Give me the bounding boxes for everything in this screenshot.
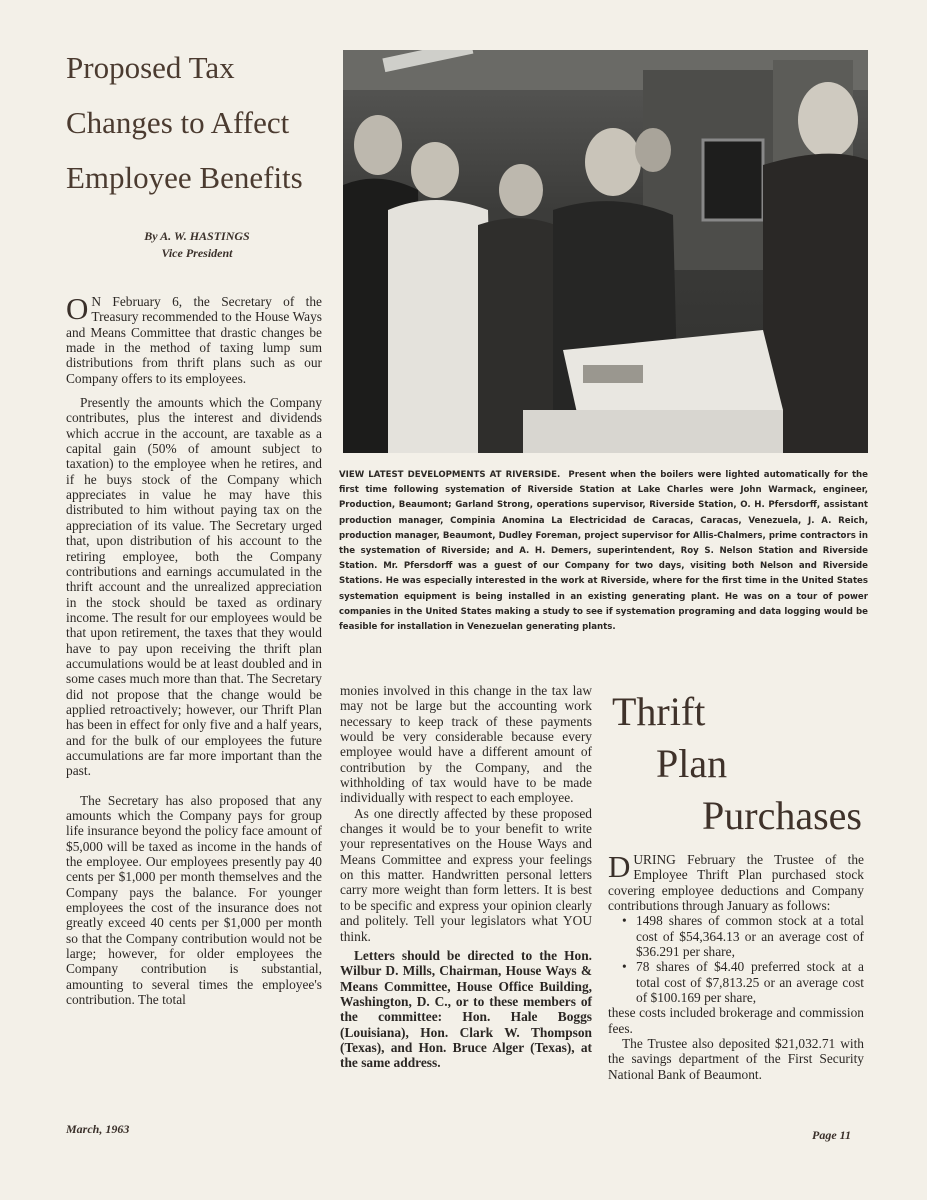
article-paragraph: Presently the amounts which the Company contributes, plus the interest and dividends which accrue in the account, are taxable as a capital gain (50% of amount subject to taxation) to the employee when he retires, and if he buys stock of the Company which appreciates in value he may have this distributed to him without paying tax on the appreciation of its value. The Secretary urged that, upon distribution of his account to the retiring employee, both the Company contributions and earnings accumulated in the thrift account and the unrealized appreciation in the stock should be taxed as ordinary income. The result for our employees would be that upon retirement, the taxes that they would have to pay upon receiving the thrift plan accumulations would be at least doubled and in some cases much more than that. The Secretary did not propose that the change would be applied retroactively; however, our Thrift Plan has been in effect for only five and a half years, and for the bulk of our employees the future accumulations are far more important than the past. — [66, 395, 322, 779]
thrift-closing: The Trustee also deposited $21,032.71 with the savings department of the First Security National Bank of Beaumont. — [608, 1036, 864, 1082]
thrift-headline-1: Thrift — [612, 689, 706, 734]
thrift-purchase-item: • 1498 shares of common stock at a total cost of $54,364.13 or an average cost of $36.291 per share, — [636, 913, 864, 959]
thrift-headline-2: Plan — [656, 741, 728, 786]
thrift-purchase-list — [608, 913, 864, 1005]
page-number: Page 11 — [812, 1128, 851, 1142]
article-column-2 — [340, 683, 592, 1080]
thrift-fees-note: these costs included brokerage and commission fees. — [608, 1005, 864, 1036]
headline-line: Employee Benefits — [66, 160, 303, 195]
thrift-purchase-item: • 78 shares of $4.40 preferred stock at a total cost of $7,813.25 or an average cost of $100.169 per share, — [636, 959, 864, 1005]
byline-name: By A. W. HASTINGS — [144, 229, 250, 243]
drop-cap: D — [608, 849, 631, 884]
thrift-intro: DURING February the Trustee of the Employee Thrift Plan purchased stock covering employee deductions and Company contributions through January as follows: — [608, 849, 864, 914]
photo-illustration — [343, 50, 868, 453]
headline-line: Changes to Affect — [66, 105, 290, 140]
article-paragraph-letters: Letters should be directed to the Hon. Wilbur D. Mills, Chairman, House Ways & Means Committee, House Office Building, Washington, D. C., or to these members of the committee: Hon. Hale Boggs (Louisiana), Hon. Clark W. Thompson (Texas), and Hon. Bruce Alger (Texas), at the same address. — [340, 947, 592, 1071]
byline — [66, 228, 328, 262]
drop-cap: O — [66, 291, 89, 326]
caption-title: VIEW LATEST DEVELOPMENTS AT RIVERSIDE. — [339, 470, 561, 480]
caption-text: Present when the boilers were lighted automatically for the first time following systemation of Riverside Station at Lake Charles were John Warmack, engineer, Production, Beaumont; Garland Strong, operations supervisor, Riverside Station, O. H. Pfersdorff, assistant production manager, Compinia Anomina La Electricidad de Caracas, Caracas, Venezuela, J. A. Reich, production manager, Beaumont, Dudley Foreman, project supervisor for Allis-Chalmers, prime contractors in the systemation of Riverside; and A. H. Demers, superintendent, Roy S. Nelson Station and Riverside Station. Mr. Pfersdorff was a guest of our Company for two days, visiting both Nelson and Riverside Stations. He was especially interested in the work at Riverside, where for the first time in the United States systemation equipment is being installed in an existing generating plant. He was on a tour of power companies in the United States making a study to see if systemation programing and data logging would be feasible for installation in Venezuelan generating plants. — [339, 470, 869, 633]
thrift-column — [608, 849, 864, 1082]
photo-riverside-control-room — [343, 50, 868, 453]
issue-date: March, 1963 — [66, 1122, 130, 1136]
article-paragraph: As one directly affected by these proposed changes it would be to your benefit to write your representatives on the House Ways and Means Committee and express your feelings on this matter. Handwritten personal letters carry more weight than form letters. It is best to be specific and express your opinion clearly and politely. Tell your legislators what YOU think. — [340, 805, 592, 944]
article-headline — [66, 40, 336, 205]
headline-line: Proposed Tax — [66, 50, 235, 85]
article-paragraph: The Secretary has also proposed that any amounts which the Company pays for group life insurance beyond the policy face amount of $5,000 will be taxed as income in the hands of the employee. Our employees presently pay 40 cents per $1,000 per month themselves and the Company pays the balance. For younger employees the cost of the insurance does not greatly exceed 40 cents per $1,000 per month so that the Company contribution would not be large; however, for older employees the Company contribution is substantial, amounting to several times the employee's contribution. The total — [66, 792, 322, 1008]
thrift-headline-3: Purchases — [702, 793, 862, 838]
article-paragraph: monies involved in this change in the tax law may not be large but the accounting work necessary to keep track of these payments would be very considerable because every employee would have a different amount of contribution by the Company, and the withholding of tax would have to be made individually with respect to each employee. — [340, 683, 592, 806]
article-paragraph: O N February 6, the Secretary of the Treasury recommended to the House Ways and Means Committee that drastic changes be made in the method of taxing lump sum distributions from thrift plans such as our Company offers to its employees. — [66, 291, 322, 386]
byline-title: Vice President — [161, 246, 233, 260]
photo-caption — [339, 468, 868, 635]
article-column-1 — [66, 291, 322, 1016]
